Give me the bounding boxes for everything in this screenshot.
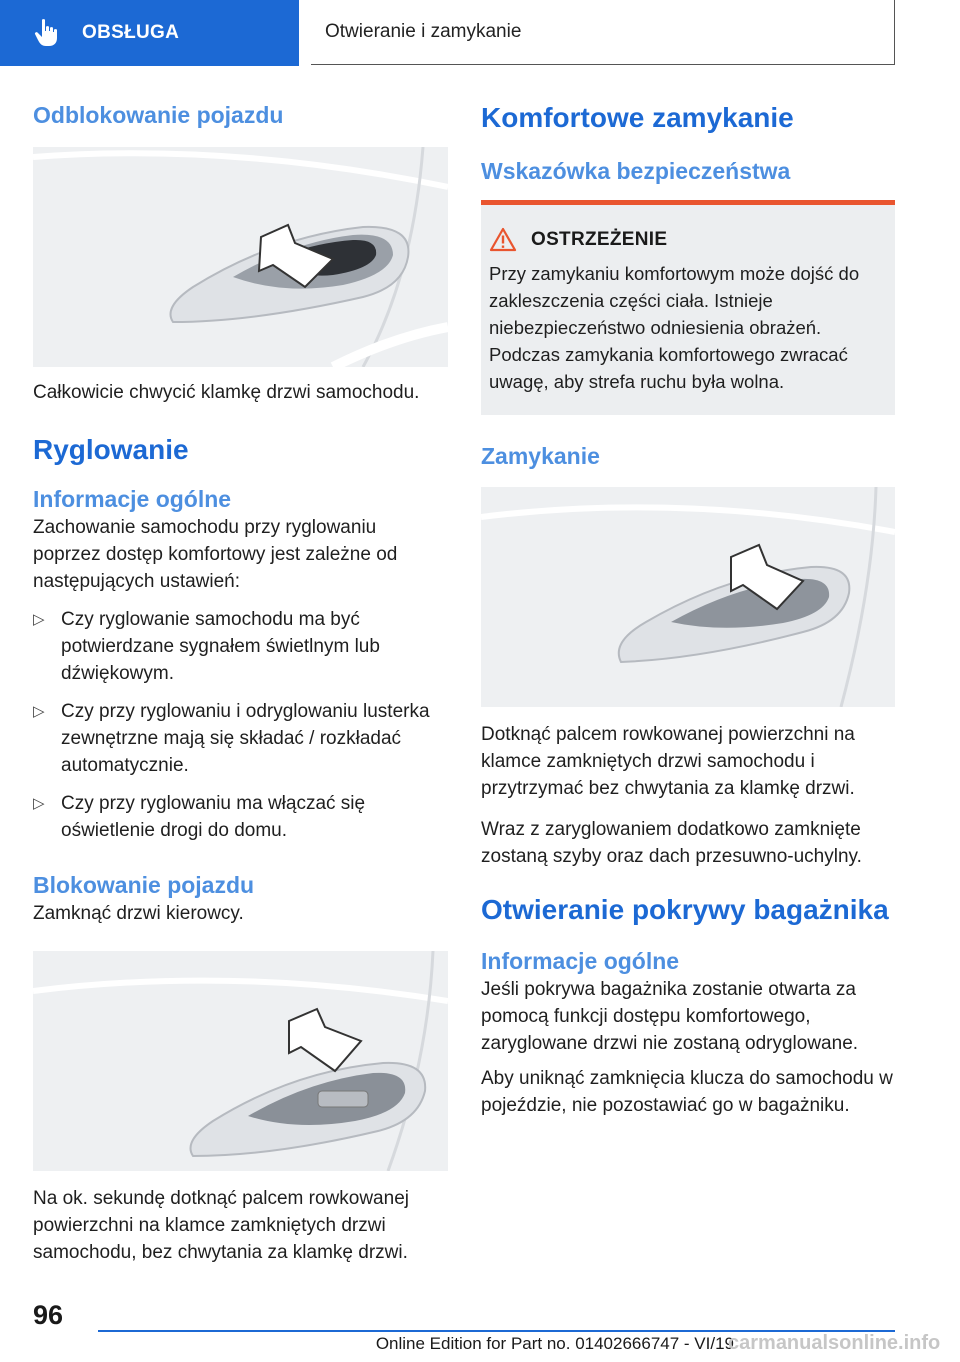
watermark: carmanualsonline.info (728, 1332, 941, 1354)
triangle-bullet-icon: ▷ (33, 611, 45, 628)
figure-door-handle-grip (33, 147, 448, 367)
list-item: ▷ Czy ryglowanie samochodu ma być potwierdzane sygnałem świetlnym lub dźwiękowym. (33, 606, 448, 687)
list-item: ▷ Czy przy ryglowaniu i odryglowaniu lusterka zewnętrzne mają się składać / rozkładać automatycznie. (33, 698, 448, 779)
text-closing-2: Wraz z zaryglowaniem dodatkowo zamknięte zostaną szyby oraz dach przesuwno-uchylny. (481, 819, 862, 867)
figure-door-handle-touch-lock (33, 951, 448, 1171)
figure-door-handle-touch-close (481, 487, 895, 707)
warning-triangle-icon (489, 227, 517, 252)
heading-closing: Zamykanie (481, 443, 600, 469)
chapter-tab (311, 0, 895, 65)
heading-block: Blokowanie pojazdu (33, 872, 255, 898)
text-trunk-1: Jeśli pokrywa bagażnika zostanie otwarta za pomocą funkcji dostępu komfortowego, zaryglowane drzwi nie zostaną odryglowane. (481, 979, 859, 1054)
warning-text: Przy zamykaniu komfortowym może dojść do zakleszczenia części ciała. Istnieje niebezpieczeństwo odniesienia obrażeń. Podczas zamykania komfortowego zwracać uwagę, aby strefa ruchu była wolna. (489, 263, 860, 392)
warning-box (481, 200, 895, 415)
text-block-touch: Na ok. sekundę dotknąć palcem rowkowanej powierzchni na klamce zamkniętych drzwi samochodu, bez chwytania za klamkę drzwi. (33, 1188, 409, 1263)
settings-list (33, 606, 448, 844)
text-general-left: Zachowanie samochodu przy ryglowaniu poprzez dostęp komfortowy jest zależne od następujących ustawień: (33, 517, 398, 592)
text-closing: Dotknąć palcem rowkowanej powierzchni na klamce zamkniętych drzwi samochodu i przytrzymać bez chwytania za klamkę drzwi. (481, 724, 855, 799)
chapter-title: Otwieranie i zamykanie (325, 21, 522, 42)
triangle-bullet-icon: ▷ (33, 795, 45, 812)
text-unlock: Całkowicie chwycić klamkę drzwi samochodu. (33, 382, 420, 403)
page-number: 96 (33, 1300, 64, 1330)
warning-title: OSTRZEŻENIE (531, 228, 668, 250)
heading-general-left: Informacje ogólne (33, 486, 232, 512)
list-item: ▷ Czy przy ryglowaniu ma włączać się oświetlenie drogi do domu. (33, 790, 448, 844)
page-header (0, 0, 960, 66)
page-footer (0, 1290, 960, 1362)
section-tab (0, 0, 299, 66)
right-column (481, 100, 895, 1119)
heading-locking: Ryglowanie (33, 434, 189, 465)
heading-general-right: Informacje ogólne (481, 948, 680, 974)
warning-title-row (489, 227, 887, 252)
left-column (33, 100, 448, 1266)
heading-trunk: Otwieranie pokrywy bagażnika (481, 894, 889, 925)
heading-unlock: Odblokowanie pojazdu (33, 102, 284, 128)
heading-safety: Wskazówka bezpieczeństwa (481, 158, 791, 184)
text-block: Zamknąć drzwi kierowcy. (33, 903, 244, 924)
hand-pointer-icon (34, 18, 60, 48)
text-trunk-2: Aby uniknąć zamknięcia klucza do samochodu w pojeździe, nie pozostawiać go w bagażniku. (481, 1068, 893, 1116)
heading-comfort: Komfortowe zamykanie (481, 102, 794, 133)
edition-note: Online Edition for Part no. 01402666747 - VI/19 (375, 1334, 734, 1353)
triangle-bullet-icon: ▷ (33, 703, 45, 720)
section-label: OBSŁUGA (82, 22, 180, 43)
